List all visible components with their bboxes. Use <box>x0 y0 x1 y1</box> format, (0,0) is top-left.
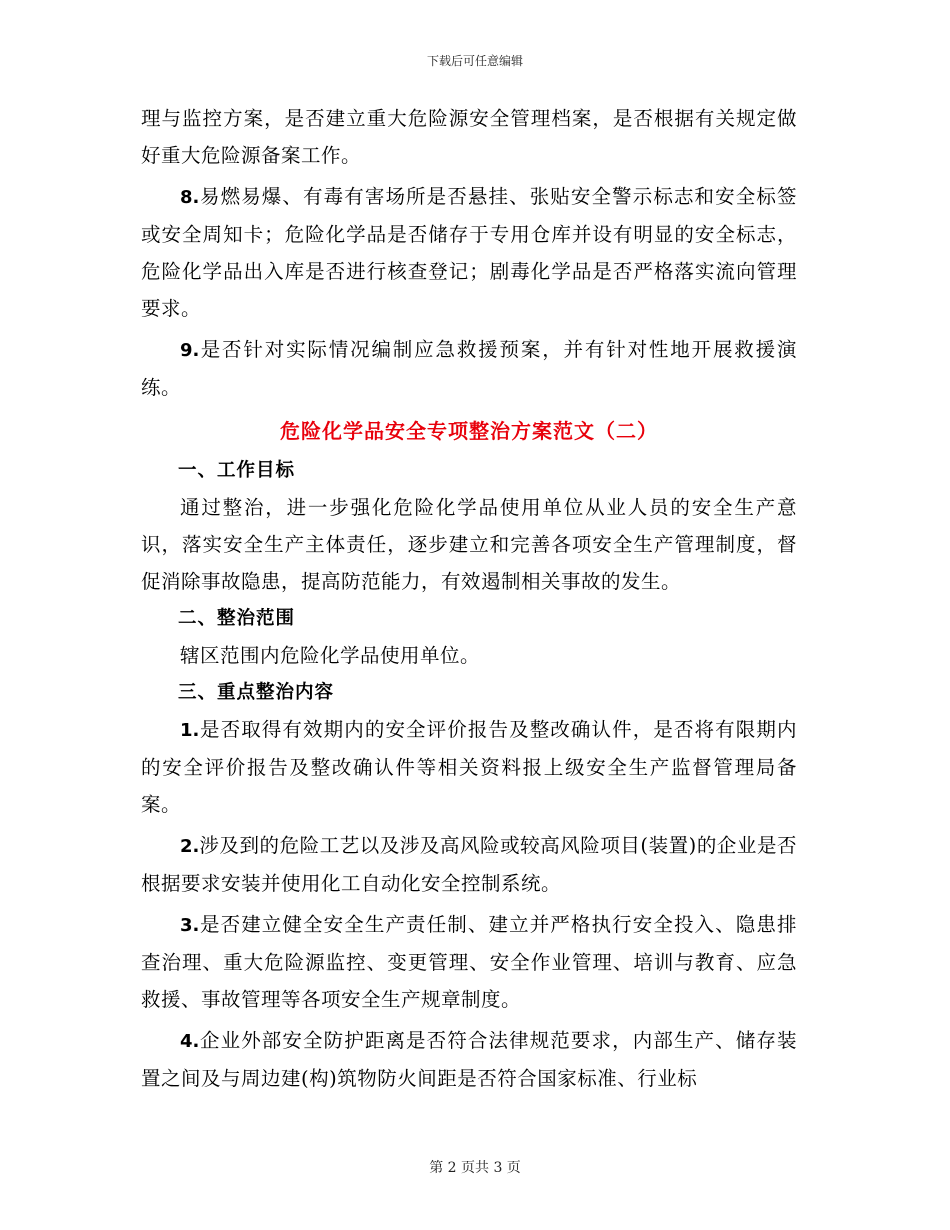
document-title: 危险化学品安全专项整治方案范文（二） <box>280 419 658 443</box>
item-number: 2. <box>180 836 200 857</box>
item-number: 1. <box>180 720 200 741</box>
item-number: 4. <box>180 1031 200 1052</box>
list-item-4 <box>141 1022 797 1097</box>
section-heading-content: 三、重点整治内容 <box>178 682 335 703</box>
item-text: 企业外部安全防护距离是否符合法律规范要求，内部生产、储存装置之间及与周边建(构)筑物防火间距是否符合国家标准、行业标 <box>141 1029 797 1090</box>
item-number: 8. <box>180 187 200 208</box>
item-text: 涉及到的危险工艺以及涉及高风险或较高风险项目(装置)的企业是否根据要求安装并使用化工自动化安全控制系统。 <box>141 834 797 895</box>
item-text: 是否建立健全安全生产责任制、建立并严格执行安全投入、隐患排查治理、重大危险源监控、变更管理、安全作业管理、培训与教育、应急救援、事故管理等各项安全生产规章制度。 <box>141 913 797 1011</box>
list-item-8 <box>141 178 797 327</box>
continuation-paragraph: 理与监控方案，是否建立重大危险源安全管理档案，是否根据有关规定做好重大危险源备案工作。 <box>141 107 797 167</box>
list-item-1 <box>141 711 797 823</box>
item-number: 3. <box>180 915 200 936</box>
section-text-scope: 辖区范围内危险化学品使用单位。 <box>180 644 481 667</box>
section-text-goals: 通过整治，进一步强化危险化学品使用单位从业人员的安全生产意识，落实安全生产主体责任，逐步建立和完善各项安全生产管理制度，督促消除事故隐患，提高防范能力，有效遏制相关事故的发生。 <box>141 496 797 593</box>
item-text: 是否取得有效期内的安全评价报告及整改确认件，是否将有限期内的安全评价报告及整改确认件等相关资料报上级安全生产监督管理局备案。 <box>141 718 797 816</box>
list-item-2 <box>141 827 797 902</box>
section-heading-goals: 一、工作目标 <box>178 460 296 481</box>
list-item-3 <box>141 906 797 1018</box>
item-number: 9. <box>180 340 200 361</box>
section-heading-scope: 二、整治范围 <box>178 608 296 629</box>
item-text: 易燃易爆、有毒有害场所是否悬挂、张贴安全警示标志和安全标签或安全周知卡；危险化学品是否储存于专用仓库并设有明显的安全标志，危险化学品出入库是否进行核查登记；剧毒化学品是否严格落实流向管理要求。 <box>141 185 797 320</box>
document-body <box>141 100 797 1097</box>
page-header: 下载后可任意编辑 <box>426 54 523 68</box>
item-text: 是否针对实际情况编制应急救援预案，并有针对性地开展救援演练。 <box>141 338 797 399</box>
list-item-9 <box>141 331 797 406</box>
page-footer: 第 2 页共 3 页 <box>429 1160 521 1176</box>
